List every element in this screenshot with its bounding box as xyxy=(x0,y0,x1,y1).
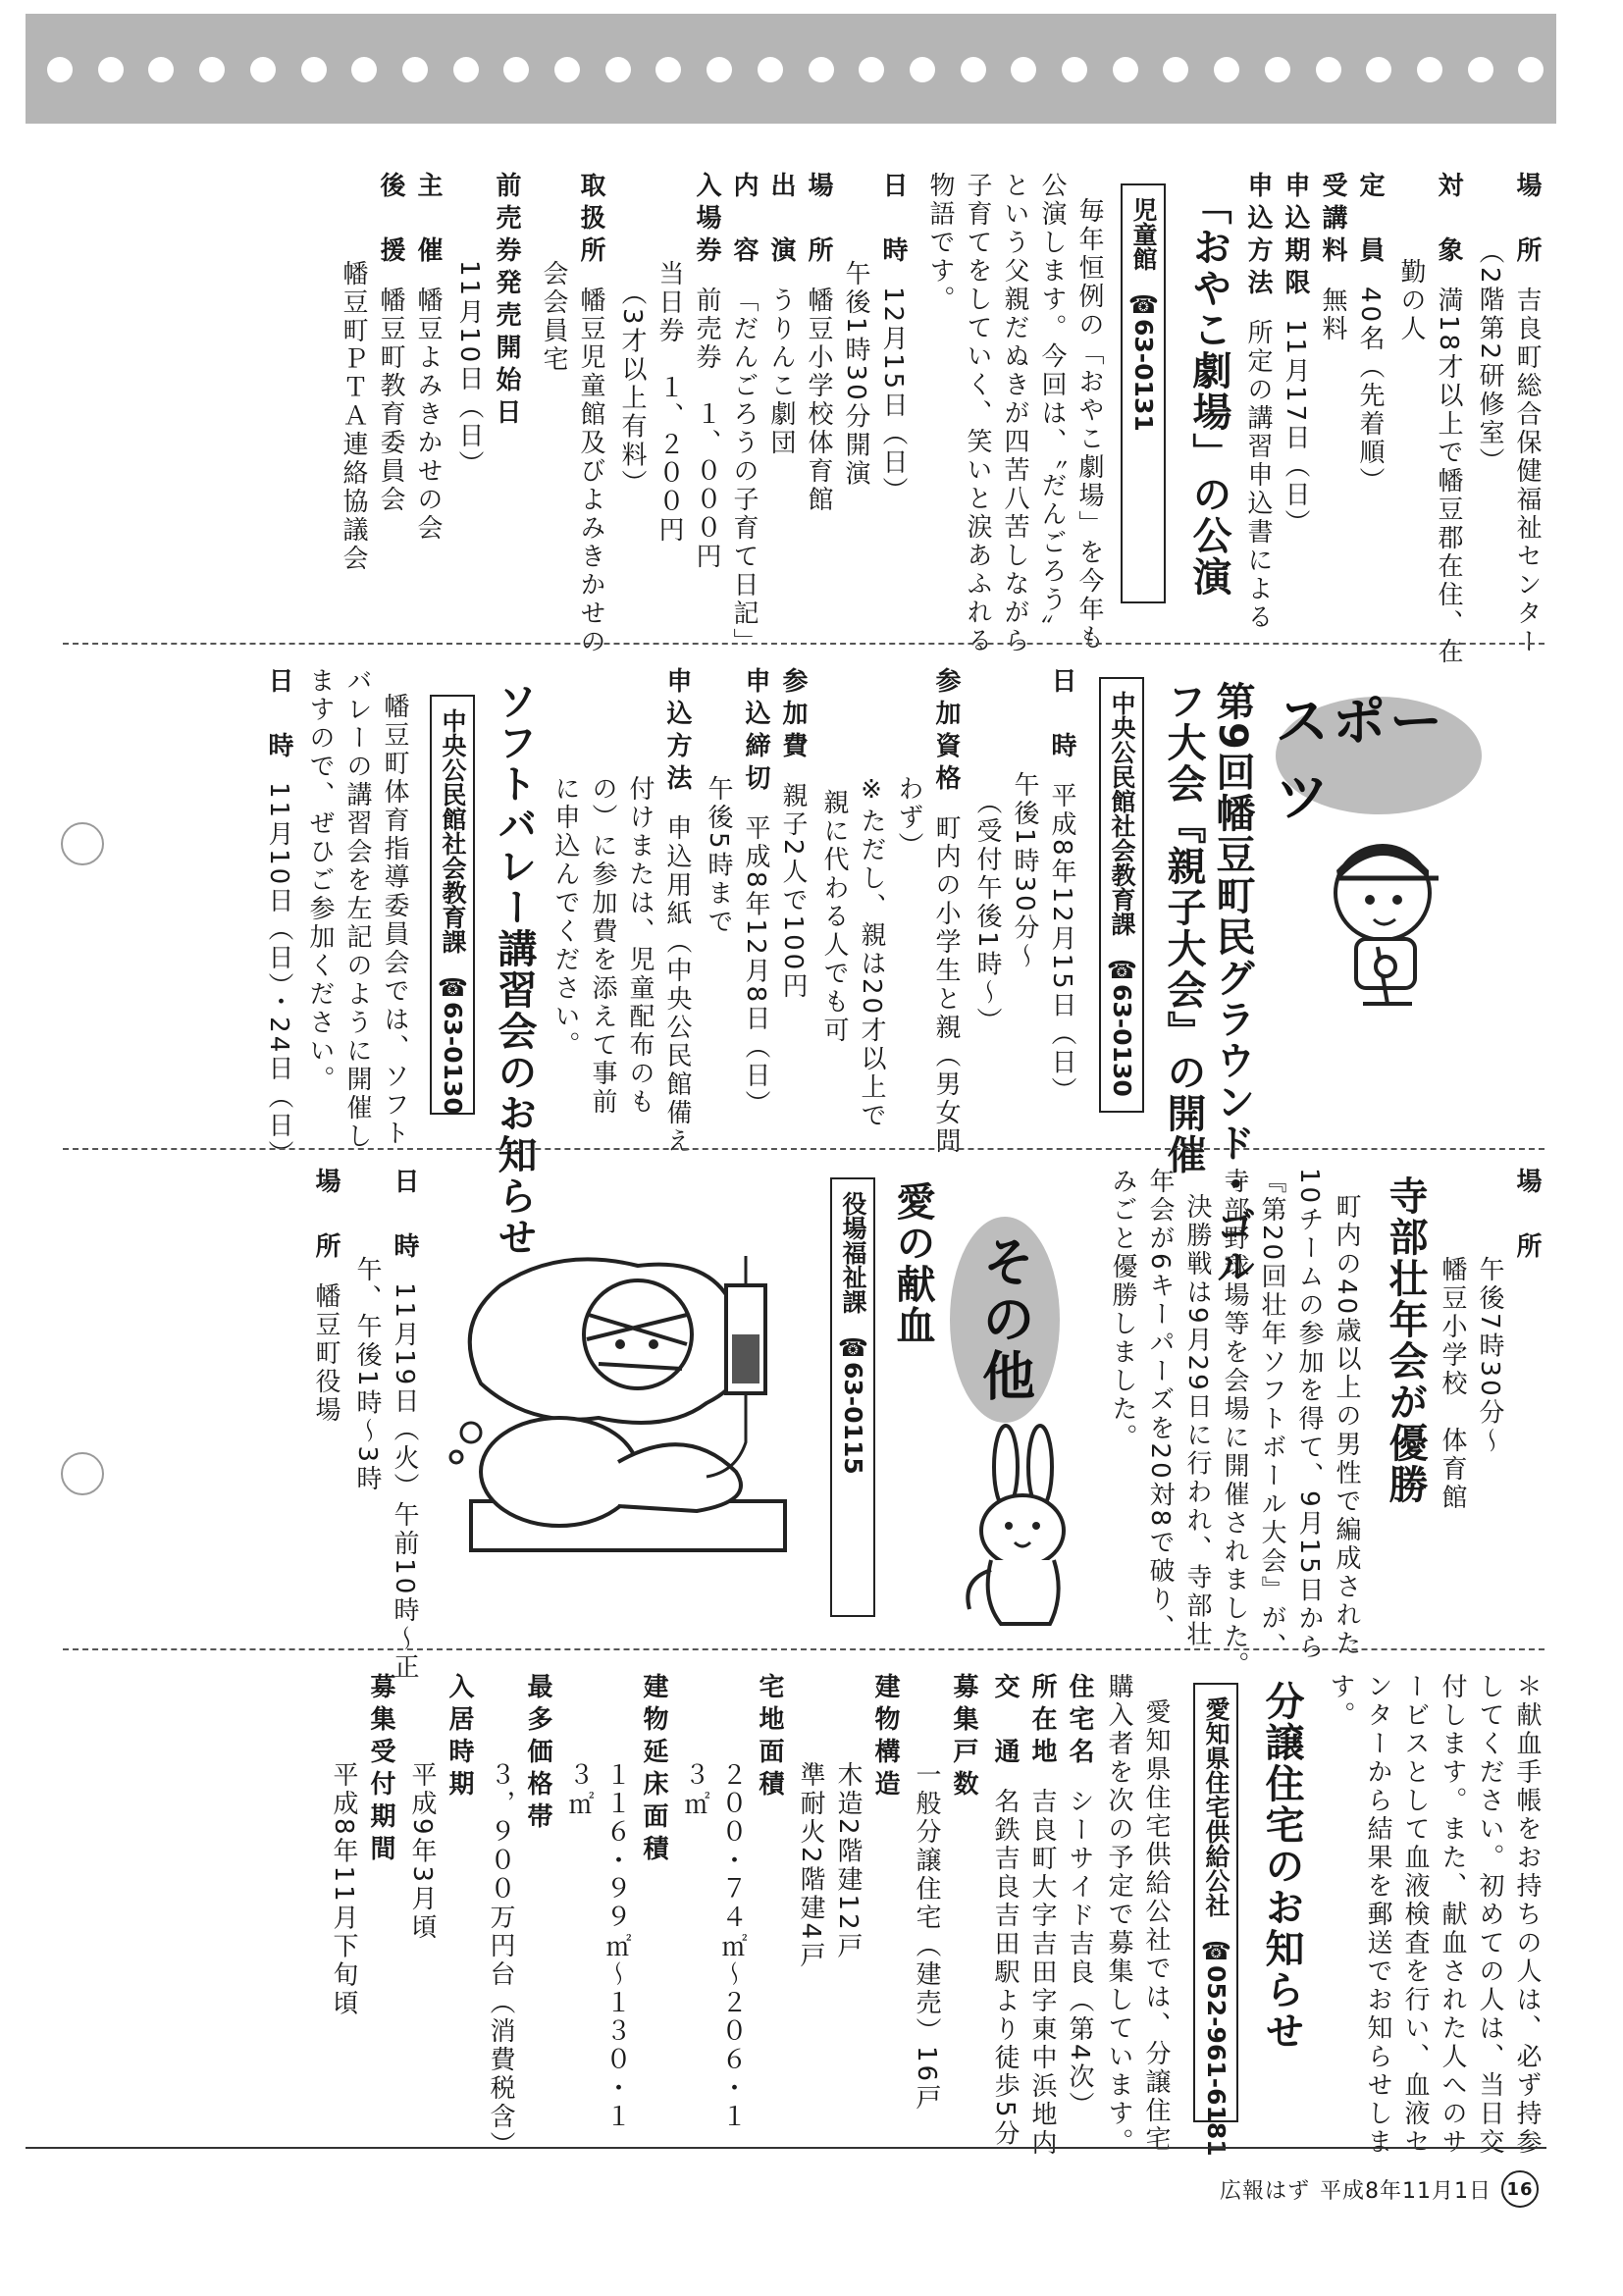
binder-hole xyxy=(1518,57,1544,82)
theater-ticket-note: （3才以上有料） xyxy=(617,280,647,498)
theater-support-row: 後 援幡豆町教育委員会 xyxy=(376,172,405,514)
dept-name: 中央公民館社会教育課 xyxy=(439,708,467,954)
place-note: （2階第2研修室） xyxy=(1475,238,1504,477)
housing-period: 平成8年11月下旬頃 xyxy=(329,1761,358,2018)
softvolley-date-row: 日 時11月10日（日）・24日（日） xyxy=(264,667,293,1170)
binder-hole xyxy=(351,57,377,82)
softball-body: みごと優勝しました。 xyxy=(1108,1168,1137,1452)
golf-reception: （受付午後1時～） xyxy=(972,789,1002,1036)
blood-note: ービスとして血液検査を行い、血液セ xyxy=(1400,1673,1430,2157)
dept-tel: ☎63-0115 xyxy=(839,1333,867,1475)
binder-hole xyxy=(1011,57,1036,82)
housing-access-row: 交 通名鉄吉良吉田駅より徒歩5分 xyxy=(990,1673,1020,2149)
binder-hole xyxy=(453,57,479,82)
dept-name: 中央公民館社会教育課 xyxy=(1108,691,1136,936)
theater-date-row: 日 時12月15日（日） xyxy=(878,172,908,506)
binder-hole xyxy=(1113,57,1138,82)
golf-method-row: 申込方法申込用紙（中央公民館備え xyxy=(662,667,692,1156)
blood-note: ンターから結果を郵送でお知らせしま xyxy=(1363,1673,1392,2157)
housing-location-row: 所在地吉良町大字吉田字東中浜地内 xyxy=(1027,1673,1057,2158)
binder-hole xyxy=(554,57,580,82)
golfer-boy-illustration xyxy=(1309,829,1456,1016)
binder-hole xyxy=(1265,57,1290,82)
housing-body: 購入者を次の予定で募集しています。 xyxy=(1104,1673,1133,2157)
theater-dept-box xyxy=(1121,183,1166,603)
dept-name: 役場福祉課 xyxy=(839,1191,867,1314)
golf-qual-4: 親に代わる人でも可 xyxy=(819,789,849,1045)
binder-hole xyxy=(199,57,225,82)
blood-note: 付します。また、献血された人へのサ xyxy=(1438,1673,1467,2157)
golf-dept-box xyxy=(1099,677,1144,1113)
housing-price-label: 最多価格帯 xyxy=(523,1673,552,1835)
binder-hole xyxy=(1163,57,1188,82)
theater-host-row: 主 催幡豆よみきかせの会 xyxy=(413,172,443,543)
dept-tel: ☎63-0130 xyxy=(439,973,467,1115)
housing-units-label: 募集戸数 xyxy=(949,1673,978,1802)
softvolley-body: 幡豆町体育指導委員会では、ソフト xyxy=(380,693,409,1148)
binder-hole xyxy=(859,57,884,82)
softball-title: 寺部壮年会が優勝 xyxy=(1383,1175,1428,1505)
golf-deadline-time: 午後5時まで xyxy=(704,775,733,937)
binder-hole xyxy=(961,57,986,82)
housing-floor-2: ３㎡ xyxy=(564,1761,594,1818)
dept-tel: ☎63-0130 xyxy=(1108,956,1136,1097)
category-badge-others xyxy=(950,1217,1060,1423)
golf-fee-row: 参加費親子2人で100円 xyxy=(778,667,808,1002)
theater-presale: 11月10日（日） xyxy=(454,260,484,480)
dept-name: 児童館 xyxy=(1129,197,1158,271)
housing-land-label: 宅地面積 xyxy=(755,1673,784,1802)
section-divider xyxy=(63,1148,1544,1150)
golf-method-4: に申込んでください。 xyxy=(550,775,580,1060)
binder-hole xyxy=(1468,57,1493,82)
softball-place: 幡豆小学校 体育館 xyxy=(1438,1256,1467,1512)
softball-body: 寺部野球場等を会場に開催されました。 xyxy=(1220,1168,1249,1680)
theater-body: 物語です。 xyxy=(925,172,955,314)
place-row: 場 所吉良町総合保健福祉センター xyxy=(1512,172,1542,656)
binder-hole xyxy=(758,57,783,82)
section-others xyxy=(186,1168,1550,1683)
softvolley-title: ソフトバレー講習会のお知らせ xyxy=(492,681,537,1258)
binder-hole xyxy=(402,57,428,82)
category-label: スポーツ xyxy=(1276,691,1446,828)
binder-hole xyxy=(707,57,732,82)
theater-ticket-2: 当日券 １、２００円 xyxy=(654,260,684,545)
binder-hole xyxy=(1417,57,1442,82)
housing-floor-label: 建物延床面積 xyxy=(639,1673,668,1867)
housing-units: 一般分譲住宅（建売）16戸 xyxy=(912,1761,941,2113)
blood-date-row: 日 時11月19日（火）午前10時～正 xyxy=(390,1168,419,1683)
housing-period-label: 募集受付期間 xyxy=(366,1673,395,1867)
category-label: その他 xyxy=(973,1234,1036,1405)
softball-body: 町内の40歳以上の男性で編成された xyxy=(1332,1193,1361,1659)
softball-body: 決勝戦は9月29日に行われ、寺部壮 xyxy=(1182,1193,1212,1649)
theater-dealer-row: 取扱所幡豆児童館及びよみきかせの xyxy=(576,172,605,656)
binder-hole xyxy=(301,57,327,82)
binder-hole xyxy=(1062,57,1087,82)
golf-qual-2: わず） xyxy=(894,775,923,861)
theater-body: 子育てをしていく、笑いと涙あふれる xyxy=(963,172,992,655)
theater-body: 毎年恒例の「おやこ劇場」を今年も xyxy=(1074,197,1104,652)
theater-cast-row: 出 演うりんこ劇団 xyxy=(766,172,796,457)
section-divider xyxy=(63,1648,1544,1650)
deadline-row: 申込期限11月17日（日） xyxy=(1281,172,1310,539)
binder-hole xyxy=(98,57,124,82)
theater-dealer-2: 会会員宅 xyxy=(539,260,568,374)
publication-name: 広報はず xyxy=(1219,2178,1310,2204)
capacity-row: 定 員40名（先着順） xyxy=(1355,172,1385,496)
blood-title: 愛の献血 xyxy=(890,1181,935,1346)
binder-hole xyxy=(148,57,174,82)
binder-strip xyxy=(26,14,1556,124)
softball-body: 10チームの参加を得て、9月15日から xyxy=(1294,1168,1324,1662)
binder-hole xyxy=(250,57,276,82)
housing-movein-label: 入居時期 xyxy=(445,1673,474,1802)
section-housing xyxy=(186,1673,1550,2160)
blood-venue-row: 場 所幡豆町役場 xyxy=(311,1168,340,1425)
golf-title-line-1: 第9回幡豆町民グラウンド・ゴル xyxy=(1210,681,1255,1287)
blood-note: してください。初めての人は、当日交 xyxy=(1475,1673,1504,2157)
blood-dept-box xyxy=(830,1177,875,1617)
softvolley-body: バレーの講習会を左記のように開催し xyxy=(342,667,372,1151)
golf-qual-row: 参加資格町内の小学生と親（男女問 xyxy=(931,667,961,1156)
target-row-2: 勤の人 xyxy=(1396,258,1426,343)
softball-time: 午後7時30分～ xyxy=(1475,1256,1504,1456)
blood-date-2: 午、午後1時～3時 xyxy=(352,1256,382,1494)
golf-title-line-2: フ大会『親子大会』の開催 xyxy=(1161,681,1206,1175)
housing-structure-1: 木造2階建12戸 xyxy=(833,1761,863,1961)
blood-donation-illustration xyxy=(442,1246,814,1570)
housing-land-1: ２００・７４㎡～２０６・１ xyxy=(717,1761,747,2131)
binder-hole xyxy=(655,57,681,82)
theater-support-2: 幡豆町ＰＴＡ連絡協議会 xyxy=(339,260,368,573)
binder-hole xyxy=(1214,57,1239,82)
section-divider xyxy=(63,643,1544,645)
housing-floor-1: １１６・９９㎡～１３０・１ xyxy=(602,1761,631,2131)
golf-time: 午後1時30分～ xyxy=(1010,771,1039,971)
rabbit-illustration xyxy=(952,1423,1089,1629)
category-badge-sports xyxy=(1276,691,1482,828)
dept-tel: ☎63-0131 xyxy=(1129,290,1158,432)
binder-hole xyxy=(47,57,73,82)
golf-date-row: 日 時平成8年12月15日（日） xyxy=(1047,667,1076,1106)
housing-name-row: 住宅名シーサイド吉良（第4次） xyxy=(1065,1673,1094,2120)
golf-deadline-row: 申込締切平成8年12月8日（日） xyxy=(741,667,770,1120)
punch-hole xyxy=(61,822,104,865)
punch-hole xyxy=(61,1452,104,1495)
housing-body: 愛知県住宅供給公社では、分譲住宅 xyxy=(1141,1698,1171,2154)
section-child-theater xyxy=(186,172,1550,667)
blood-note: ＊献血手帳をお持ちの人は、必ず持参 xyxy=(1512,1673,1542,2157)
housing-title: 分譲住宅のお知らせ xyxy=(1259,1681,1304,2052)
theater-title: 「おやこ劇場」の公演 xyxy=(1186,185,1231,598)
theater-body: という父親だぬきが四苦八苦しながら xyxy=(1000,172,1029,655)
softball-body: 年会が6キーパーズを20対8で破り、 xyxy=(1145,1168,1175,1644)
housing-movein: 平成9年3月頃 xyxy=(407,1761,437,1943)
fee-row: 受講料無料 xyxy=(1318,172,1347,343)
housing-dept-box xyxy=(1193,1683,1238,2157)
theater-venue-row: 場 所幡豆小学校体育館 xyxy=(804,172,833,514)
housing-structure-2: 準耐火2階建4戸 xyxy=(796,1761,825,1971)
dept-tel: ☎052-961-6181 xyxy=(1202,1937,1230,2157)
binder-hole xyxy=(1316,57,1341,82)
theater-time: 午後1時30分開演 xyxy=(841,260,870,489)
theater-body: 公演します。今回は、〝だんごろう〟 xyxy=(1037,172,1067,643)
housing-price: ３，９００万円台（消費税含） xyxy=(486,1761,515,2160)
binder-hole xyxy=(910,57,935,82)
target-row: 対 象満18才以上で幡豆郡在住、在 xyxy=(1434,172,1463,667)
softball-body: 『第20回壮年ソフトボール大会』が、 xyxy=(1257,1168,1286,1662)
publication-date: 平成8年11月1日 xyxy=(1320,2178,1492,2204)
dept-name: 愛知県住宅供給公社 xyxy=(1202,1696,1230,1917)
blood-note: す。 xyxy=(1326,1673,1355,1730)
golf-method-3: の）に参加費を添えて事前 xyxy=(588,775,617,1117)
binder-hole xyxy=(605,57,631,82)
binder-hole xyxy=(1366,57,1391,82)
page-number: 16 xyxy=(1501,2170,1539,2208)
golf-qual-3: ※ただし、親は20才以上で xyxy=(857,775,886,1131)
binder-hole xyxy=(809,57,834,82)
theater-presale-label: 前売券発売開始日 xyxy=(492,172,521,431)
theater-ticket-row: 入場券前売券 １、０００円 xyxy=(692,172,721,571)
binder-hole xyxy=(503,57,529,82)
softvolley-body: ますので、ぜひご参加ください。 xyxy=(305,667,335,1094)
theater-content-row: 内 容「だんごろうの子育て日記」 xyxy=(729,172,759,656)
housing-structure-label: 建物構造 xyxy=(870,1673,900,1802)
softball-place-row: 場 所 xyxy=(1512,1168,1542,1265)
housing-land-2: ３㎡ xyxy=(680,1761,709,1818)
method-row: 申込方法所定の講習申込書による xyxy=(1243,172,1273,632)
golf-method-2: 付けまたは、児童配布のも xyxy=(625,775,654,1117)
footer-rule xyxy=(26,2147,1546,2149)
page-footer xyxy=(1220,2170,1539,2208)
softvolley-dept-box xyxy=(430,695,475,1115)
